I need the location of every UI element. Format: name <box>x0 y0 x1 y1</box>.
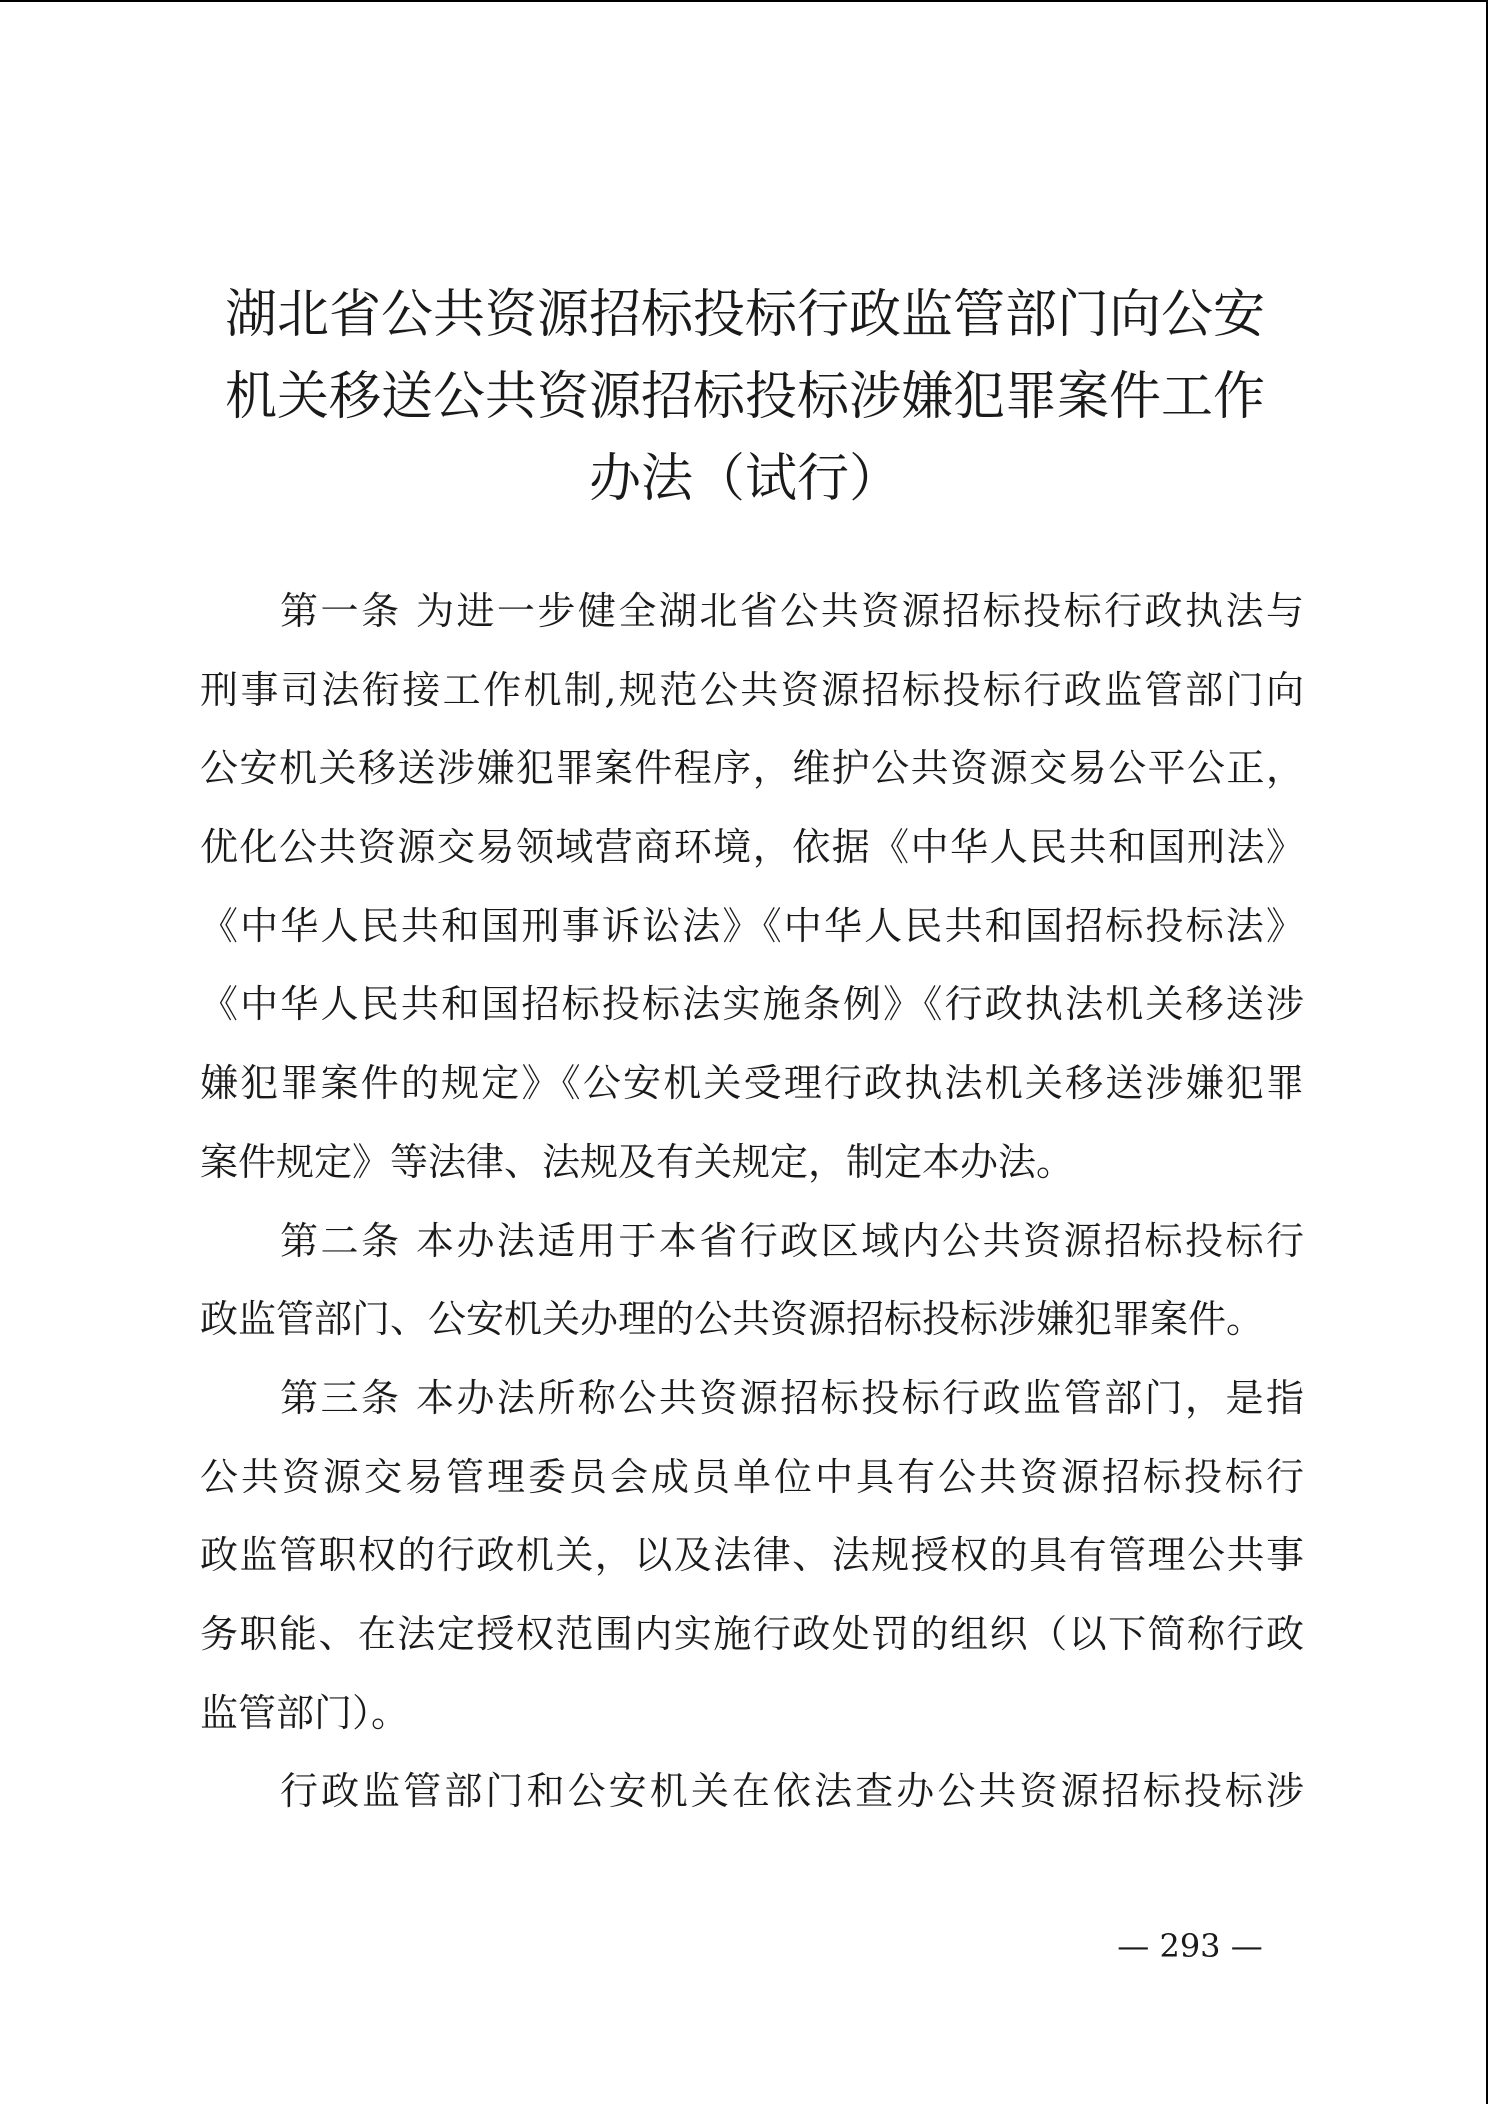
article-1-line: 《中华人民共和国招标投标法实施条例》《行政执法机关移送涉 <box>200 982 1304 1027</box>
document-title <box>200 274 1290 520</box>
title-line: 机关移送公共资源招标投标涉嫌犯罪案件工作 <box>224 367 1265 427</box>
article-1-line: 第一条 为进一步健全湖北省公共资源招标投标行政执法与 <box>280 589 1304 633</box>
article-1-line: 嫌犯罪案件的规定》《公安机关受理行政执法机关移送涉嫌犯罪 <box>200 1061 1304 1106</box>
article-3-line: 务职能、在法定授权范围内实施行政处罚的组织（以下简称行政 <box>200 1611 1304 1656</box>
article-1-line: 案件规定》等法律、法规及有关规定，制定本办法。 <box>200 1139 1075 1184</box>
page-number: — 293 — <box>1117 1927 1263 1965</box>
article-2-line: 政监管部门、公安机关办理的公共资源招标投标涉嫌犯罪案件。 <box>200 1297 1265 1342</box>
article-1-line: 公安机关移送涉嫌犯罪案件程序，维护公共资源交易公平公正， <box>200 746 1304 791</box>
document-body <box>200 572 1304 1831</box>
article-3-line: 政监管职权的行政机关，以及法律、法规授权的具有管理公共事 <box>200 1533 1304 1578</box>
article-3-line: 监管部门）。 <box>200 1690 410 1735</box>
article-1-line: 《中华人民共和国刑事诉讼法》《中华人民共和国招标投标法》 <box>200 903 1304 948</box>
article-2-line: 第二条 本办法适用于本省行政区域内公共资源招标投标行 <box>280 1218 1304 1263</box>
paragraph-line: 行政监管部门和公安机关在依法查办公共资源招标投标涉 <box>280 1769 1304 1814</box>
article-3-line: 第三条 本办法所称公共资源招标投标行政监管部门，是指 <box>280 1375 1304 1420</box>
title-line: 办法（试行） <box>588 449 901 509</box>
title-line: 湖北省公共资源招标投标行政监管部门向公安 <box>224 285 1265 345</box>
article-1-line: 优化公共资源交易领域营商环境，依据《中华人民共和国刑法》 <box>200 825 1304 870</box>
article-3-line: 公共资源交易管理委员会成员单位中具有公共资源招标投标行 <box>200 1454 1304 1499</box>
article-1-line: 刑事司法衔接工作机制,规范公共资源招标投标行政监管部门向 <box>200 667 1304 712</box>
